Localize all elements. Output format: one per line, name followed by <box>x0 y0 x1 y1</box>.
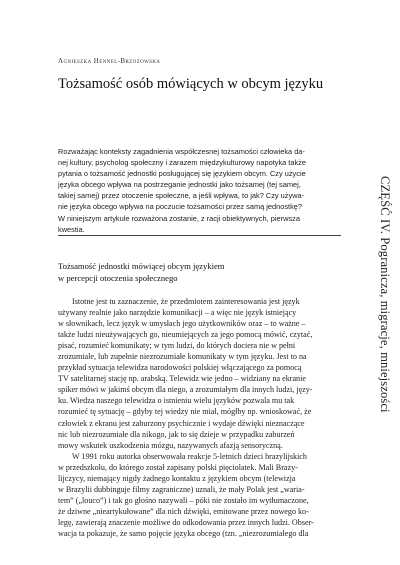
body-line: wacja ta pokazuje, że samo pojęcie języka obcego (tzn. „niezrozumiałego dla <box>58 528 309 538</box>
abstract-line: kwestia. <box>58 224 85 234</box>
body-line: spiker mówi w jakimś obcym dla niego, a zrozumiałym dla innych ludzi, języ- <box>58 385 313 395</box>
body-line: człowiek z ekranu jest zaburzony psychicznie i wydaje dźwięki nieznaczące <box>58 418 305 428</box>
abstract-line: W niniejszym artykule rozważona zostanie, z racji obiektywnych, pierwsza <box>58 213 300 223</box>
body-line: TV satelitarnej stację np. arabską. Telewidz wie jedno – widziany na ekranie <box>58 374 306 384</box>
heading-line: w percepcji otoczenia społecznego <box>58 273 178 283</box>
body-line: w słownikach, lecz język w umysłach jego użytkowników oraz – to ważne – <box>58 319 306 329</box>
abstract-line: nie języka obcego wpływa na poczucie tożsamości przez samą jednostkę? <box>58 202 303 212</box>
author-name: Agnieszka Hennel-Brzozowska <box>58 57 161 65</box>
body-line: mowy wskutek uszkodzenia mózgu, nazywanych afazją sensoryczną. <box>58 440 283 450</box>
body-line: zrozumiale, lub zupełnie niezrozumiałe komunikaty w tym języku. Jest to na <box>58 352 307 362</box>
body-line: w Brazylii dubbinguje filmy zagraniczne) uznali, że mały Polak jest „waria- <box>58 484 305 494</box>
abstract-line: języka obcego wpływa na postrzeganie jednostki jako tożsamej (tej samej, <box>58 180 301 190</box>
body-line: przykład sytuacja telewidza narodowości polskiej włączającego za pomocą <box>58 363 302 373</box>
abstract-line: Rozważając konteksty zagadnienia współczesnej tożsamości człowieka da- <box>58 147 305 156</box>
body-line: w przedszkolu, do którego został zapisany polski pięciolatek. Mali Brazy- <box>58 462 298 472</box>
body-line: że dziwne „nieartykułowane” dla nich dźwięki, emitowane przez nowego ko- <box>58 506 309 516</box>
abstract <box>58 146 341 235</box>
body-line: pisać, rozumieć komunikaty; w tym ludzi, do których dociera nie w pełni <box>58 341 296 351</box>
section-heading <box>58 260 341 284</box>
heading-line: Tożsamość jednostki mówiącej obcym językiem <box>58 261 225 271</box>
body-text <box>58 296 341 539</box>
body-line: legę, zawierają znaczenie możliwe do odkodowania przez innych ludzi. Obser- <box>58 517 314 527</box>
section-divider <box>58 235 341 236</box>
body-line: używany realnie jako narzędzie komunikacji – a więc nie język istniejący <box>58 308 297 318</box>
body-line: nic lub niezrozumiałe dla nikogo, jak to się dzieje w przypadku zaburzeń <box>58 429 295 439</box>
body-line: W 1991 roku autorka obserwowała reakcje 5-letnich dzieci brazylijskich <box>72 451 307 461</box>
part-side-title: CZĘŚĆ IV. Pogranicza, migracje, mniejszości <box>378 176 392 413</box>
body-line: rozumieć tę sytuację – gdyby tej wiedzy nie miał, mógłby np. wnioskować, że <box>58 407 312 417</box>
body-line: Istotne jest tu zaznaczenie, że przedmiotem zainteresowania jest język <box>72 297 300 306</box>
article-title: Tożsamość osób mówiących w obcym języku <box>58 76 324 92</box>
body-line: także ludzi nieużywających go, nieumiejących za jego pomocą mówić, czytać, <box>58 330 313 340</box>
body-line: tem” („louco”) i tak go głośno nazywali – póki nie zostało im wytłumaczone, <box>58 495 309 505</box>
abstract-line: takiej samej) przez otoczenie społeczne, a jeśli wpływa, to jak? Czy używa- <box>58 191 305 201</box>
body-line: lijczycy, niemający nigdy żadnego kontaktu z językiem obcym (telewizja <box>58 473 296 483</box>
body-line: ku. Wiedza naszego telewidza o istnieniu wielu języków pozwala mu tak <box>58 396 295 406</box>
abstract-line: nej kultury, psycholog społeczny i zarazem międzykulturowy napotyka także <box>58 158 306 168</box>
abstract-line: pytania o tożsamość jednostki posługującej się językiem obcym. Czy użycie <box>58 169 306 179</box>
